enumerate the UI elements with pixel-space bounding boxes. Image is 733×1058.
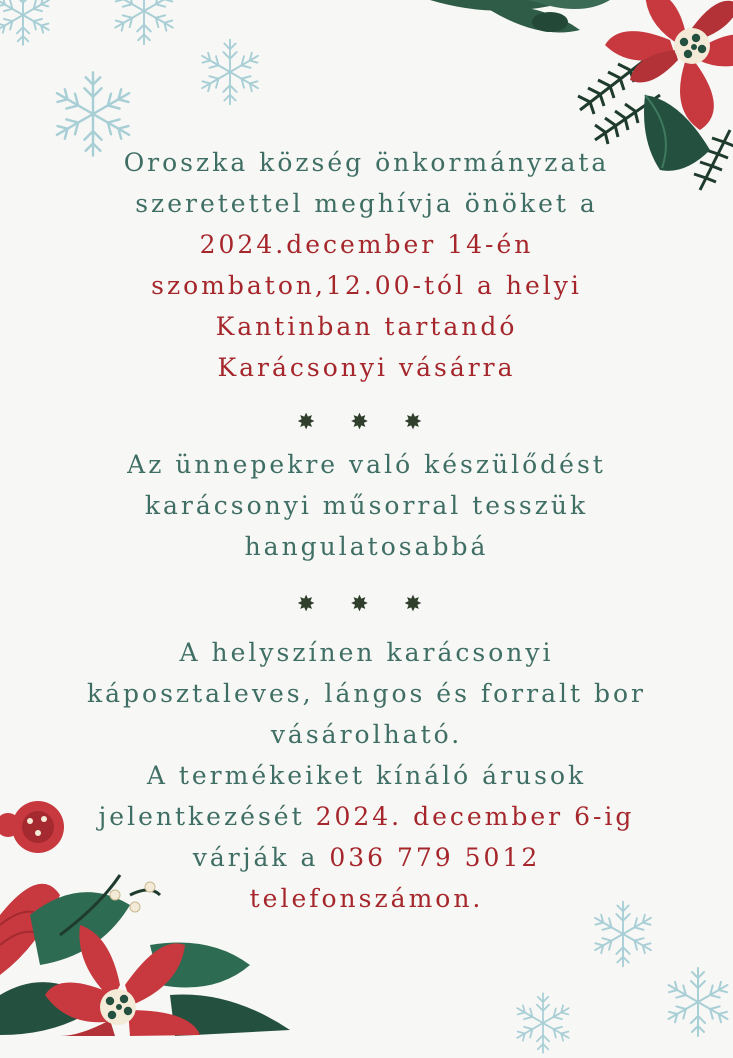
program-line-3: hangulatosabbá	[244, 532, 489, 561]
details-line-5	[0, 796, 733, 837]
snowflake-icon	[0, 0, 58, 50]
invitation-intro	[0, 142, 733, 388]
snowflake-icon	[498, 988, 588, 1058]
intro-line-1: Oroszka község önkormányzata	[123, 148, 610, 177]
event-venue-line: Kantinban tartandó	[215, 312, 518, 341]
details-line-1: A helyszínen karácsonyi	[179, 638, 554, 667]
star-divider: ✸ ✸ ✸	[296, 592, 437, 617]
program-line-2: karácsonyi műsorral tesszük	[144, 491, 589, 520]
phone-prefix: várják a	[192, 843, 330, 872]
details-line-3: vásárolható.	[270, 720, 463, 749]
event-date: 2024.december 14-én	[199, 230, 534, 259]
program-line-1: Az ünnepekre való készülődést	[127, 450, 606, 479]
program-text	[0, 444, 733, 567]
details-line-2: káposztaleves, lángos és forralt bor	[86, 679, 646, 708]
registration-prefix: jelentkezését	[98, 802, 316, 831]
snowflake-icon	[95, 0, 193, 50]
registration-deadline: 2024. december 6-ig	[315, 802, 635, 831]
details-text	[0, 632, 733, 919]
details-line-6	[0, 837, 733, 878]
event-time-line: szombaton,12.00-tól a helyi	[151, 271, 582, 300]
details-line-4: A termékeiket kínáló árusok	[146, 761, 587, 790]
snowflake-icon	[192, 32, 268, 112]
intro-line-2: szeretettel meghívja önöket a	[135, 189, 598, 218]
snowflake-icon	[658, 962, 733, 1042]
details-line-7: telefonszámon.	[249, 884, 484, 913]
star-divider: ✸ ✸ ✸	[296, 410, 437, 435]
event-name: Karácsonyi vásárra	[217, 353, 516, 382]
phone-number: 036 779 5012	[329, 843, 541, 872]
